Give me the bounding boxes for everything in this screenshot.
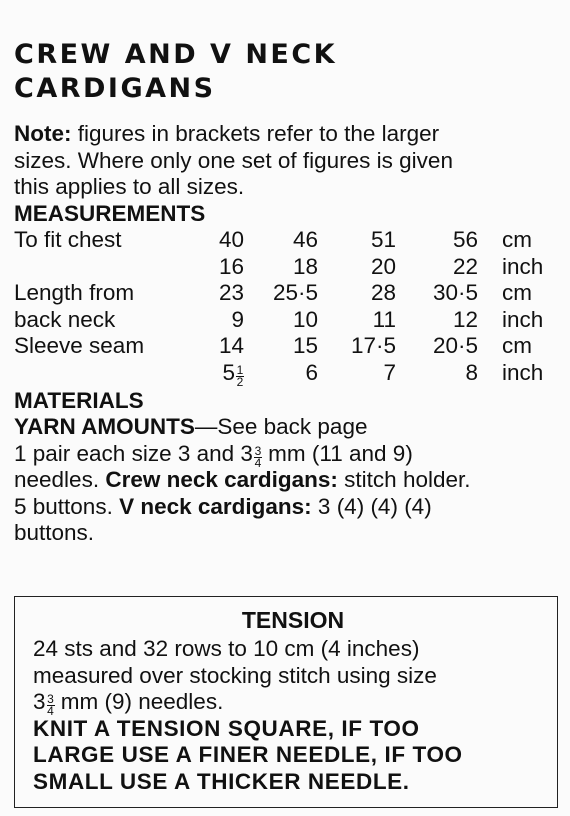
pattern-body xyxy=(14,121,562,547)
tension-size-text: mm (9) needles. xyxy=(54,689,224,714)
size-4-value: 20·5 xyxy=(432,333,478,358)
yarn-line xyxy=(14,414,562,441)
tension-line-1: 24 sts and 32 rows to 10 cm (4 inches) xyxy=(33,636,420,661)
crew-text: stitch holder. xyxy=(337,467,471,492)
size-3-value: 11 xyxy=(372,306,396,332)
unit: cm xyxy=(502,280,532,305)
tension-instruction-2: LARGE USE A FINER NEEDLE, IF TOO xyxy=(33,742,463,767)
size-2-value: 6 xyxy=(305,360,318,386)
title-line-2: CARDIGANS xyxy=(14,73,216,104)
table-row xyxy=(14,227,543,254)
whole-number: 5 xyxy=(222,359,235,385)
note-line-3: this applies to all sizes. xyxy=(14,174,245,199)
crew-line xyxy=(14,467,562,494)
needles-text-1: 1 pair each size 3 and 3 xyxy=(14,440,253,466)
table-row xyxy=(14,333,543,360)
fraction-numerator: 3 xyxy=(254,443,262,458)
unit: inch xyxy=(502,360,544,386)
materials-heading: MATERIALS xyxy=(14,387,144,413)
size-2-value: 46 xyxy=(292,227,318,252)
size-4-value: 22 xyxy=(452,253,478,279)
fraction xyxy=(236,362,244,389)
needles-text-2: mm (11 and 9) xyxy=(261,440,413,466)
note-text-1: figures in brackets refer to the larger xyxy=(71,121,440,146)
size-4-value: 56 xyxy=(452,227,478,252)
size-1-value: 40 xyxy=(218,227,244,252)
vneck-text: 3 (4) (4) (4) xyxy=(311,493,432,519)
size-3-value: 17·5 xyxy=(350,333,396,358)
size-1-value xyxy=(200,360,244,388)
unit: inch xyxy=(502,306,544,332)
size-3-value: 20 xyxy=(370,253,396,279)
page-title xyxy=(14,38,337,106)
fraction xyxy=(254,443,262,470)
table-row xyxy=(14,254,543,281)
table-row xyxy=(14,280,543,307)
unit: cm xyxy=(502,333,532,358)
size-4-value: 30·5 xyxy=(432,280,478,305)
size-2-value: 10 xyxy=(292,306,318,332)
title-line-1: CREW AND V NECK xyxy=(14,39,338,70)
row-label: Sleeve seam xyxy=(14,333,145,358)
measurements-heading: MEASUREMENTS xyxy=(14,200,206,226)
vneck-line xyxy=(14,494,562,521)
fraction-numerator: 3 xyxy=(47,692,54,706)
note-line-1 xyxy=(14,121,562,148)
table-row xyxy=(14,307,543,334)
buttons-line: buttons. xyxy=(14,520,95,545)
fraction-denominator: 4 xyxy=(254,455,262,470)
size-1-value: 16 xyxy=(218,253,244,279)
note-label: Note: xyxy=(14,121,72,146)
tension-line-2: measured over stocking stitch using size xyxy=(33,662,437,688)
unit: cm xyxy=(502,227,532,252)
note-line-2: sizes. Where only one set of figures is given xyxy=(14,147,453,173)
size-1-value: 14 xyxy=(218,333,244,358)
vneck-label: V neck cardigans: xyxy=(119,493,312,519)
tension-instruction-1: KNIT A TENSION SQUARE, IF TOO xyxy=(33,715,420,741)
needles-line xyxy=(14,441,562,468)
table-row xyxy=(14,360,543,388)
size-2-value: 15 xyxy=(292,333,318,358)
row-label xyxy=(14,360,200,388)
row-label: back neck xyxy=(14,306,116,332)
tension-content xyxy=(33,607,553,794)
size-2-value: 18 xyxy=(292,253,318,279)
size-3-value: 28 xyxy=(370,280,396,305)
tension-size-whole: 3 xyxy=(33,689,46,714)
tension-instruction-3: SMALL USE A THICKER NEEDLE. xyxy=(33,768,410,794)
tension-box xyxy=(14,596,558,808)
size-1-value: 23 xyxy=(218,280,244,305)
fraction-numerator: 1 xyxy=(236,362,244,377)
needles-text-3: needles. xyxy=(14,467,106,492)
buttons-text-1: 5 buttons. xyxy=(14,493,120,519)
fraction-denominator: 4 xyxy=(47,704,54,718)
size-3-value: 7 xyxy=(383,360,396,386)
measurements-table xyxy=(14,227,543,388)
row-label: Length from xyxy=(14,280,135,305)
yarn-label: YARN AMOUNTS xyxy=(14,414,195,439)
fraction xyxy=(47,694,55,717)
size-1-value: 9 xyxy=(231,306,244,332)
crew-label: Crew neck cardigans: xyxy=(105,467,338,492)
size-2-value: 25·5 xyxy=(272,280,318,305)
fraction-denominator: 2 xyxy=(236,374,244,389)
yarn-text: —See back page xyxy=(194,414,368,439)
unit: inch xyxy=(502,253,544,279)
row-label xyxy=(14,254,200,281)
tension-line-3 xyxy=(33,688,553,718)
size-4-value: 8 xyxy=(465,360,478,386)
size-3-value: 51 xyxy=(370,227,396,252)
size-4-value: 12 xyxy=(452,306,478,332)
row-label: To fit chest xyxy=(14,227,122,252)
tension-heading: TENSION xyxy=(241,607,345,633)
